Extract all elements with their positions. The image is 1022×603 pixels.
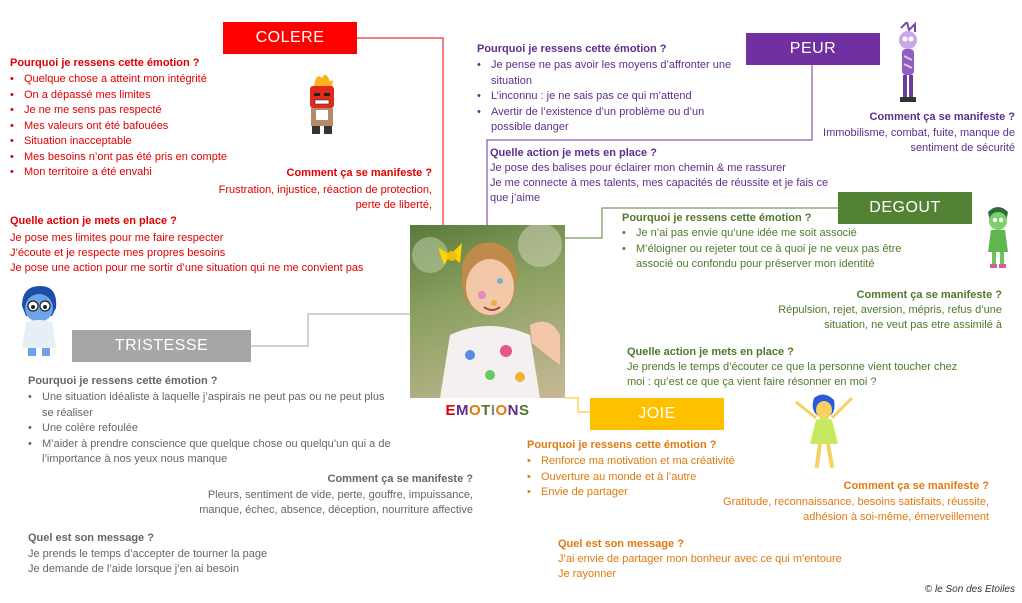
joie-why-list — [525, 454, 735, 501]
colere-action-line-2: J’écoute et je respecte mes propres besoins — [10, 247, 226, 259]
list-item: • Je n’ai pas envie qu’une idée me soit associé — [620, 226, 920, 242]
center-title — [410, 402, 565, 420]
colere-action-line-1: Je pose mes limites pour me faire respecter — [10, 232, 224, 244]
title-letter: S — [519, 402, 530, 419]
list-item: • Avertir de l’existence d’un problème ou d’un possible danger — [475, 105, 735, 136]
peur-action-line-2: Je me connecte à mes talents, mes capacités de réussite et je fais ce — [490, 177, 829, 189]
peur-how-line-2: sentiment de sécurité — [910, 142, 1015, 154]
child-photo — [410, 225, 565, 398]
joie-message-line-1: J’ai envie de partager mon bonheur avec ce qui m’entoure — [558, 553, 842, 565]
joie-box: JOIE — [590, 398, 724, 430]
peur-action-line-3: que j’aime — [490, 192, 541, 204]
tristesse-box: TRISTESSE — [72, 330, 251, 362]
peur-why-question: Pourquoi je ressens cette émotion ? — [477, 43, 667, 55]
degout-action-line-1: Je prends le temps d’écouter ce que la personne vient toucher chez — [627, 361, 958, 373]
title-letter: E — [445, 402, 456, 419]
tristesse-message-line-1: Je prends le temps d’accepter de tourner la page — [28, 548, 268, 560]
list-item: • Envie de partager — [525, 485, 735, 501]
list-item: • Mes besoins n’ont pas été pris en compte — [8, 150, 227, 166]
colere-action-line-3: Je pose une action pour me sortir d’une situation qui ne me convient pas — [10, 262, 364, 274]
peur-how-question: Comment ça se manifeste ? — [869, 111, 1015, 123]
tristesse-why-question: Pourquoi je ressens cette émotion ? — [28, 375, 218, 387]
colere-why-question: Pourquoi je ressens cette émotion ? — [10, 57, 200, 69]
list-item: • L’inconnu : je ne sais pas ce qui m’attend — [475, 89, 735, 105]
list-item: • Je ne me sens pas respecté — [8, 103, 227, 119]
list-item: • On a dépassé mes limites — [8, 88, 227, 104]
colere-box: COLERE — [223, 22, 357, 54]
tristesse-how-line-2: manque, échec, absence, déception, nourriture affective — [199, 504, 473, 516]
colere-how-line-1: Frustration, injustice, réaction de protection, — [218, 184, 432, 196]
list-item: • Situation inacceptable — [8, 134, 227, 150]
list-item: • M’éloigner ou rejeter tout ce à quoi je ne veux pas être associé ou confondu pour préserver mon identité — [620, 242, 920, 273]
peur-why-list — [475, 58, 735, 136]
title-letter: N — [507, 402, 520, 419]
tristesse-why-list — [26, 390, 396, 468]
degout-action-line-2: moi : qu’est ce que ça vient faire résonner en moi ? — [627, 376, 877, 388]
degout-box: DEGOUT — [838, 192, 972, 224]
joie-message-line-2: Je rayonner — [558, 568, 617, 580]
colere-how-line-2: perte de liberté, — [355, 199, 432, 211]
peur-action-line-1: Je pose des balises pour éclairer mon chemin & me rassurer — [490, 162, 786, 174]
joie-how-question: Comment ça se manifeste ? — [843, 480, 989, 492]
colere-how-question: Comment ça se manifeste ? — [286, 167, 432, 179]
tristesse-message-question: Quel est son message ? — [28, 532, 154, 544]
title-letter: M — [455, 402, 469, 419]
degout-how-question: Comment ça se manifeste ? — [856, 289, 1002, 301]
joie-message-question: Quel est son message ? — [558, 538, 684, 550]
list-item: • Je pense ne pas avoir les moyens d’affronter une situation — [475, 58, 735, 89]
joie-why-question: Pourquoi je ressens cette émotion ? — [527, 439, 717, 451]
title-letter: O — [468, 402, 482, 419]
degout-action-question: Quelle action je mets en place ? — [627, 346, 794, 358]
credit-text: © le Son des Etoiles — [924, 584, 1015, 595]
degout-how-line-2: situation, ne veut pas etre assimilé à — [824, 319, 1002, 331]
anger-character-icon — [302, 72, 342, 136]
joie-how-line-2: adhésion à soi-même, émerveillement — [803, 511, 989, 523]
list-item: • Quelque chose a atteint mon intégrité — [8, 72, 227, 88]
tristesse-message-line-2: Je demande de l’aide lorsque j’en ai besoin — [28, 563, 239, 575]
joie-how-line-1: Gratitude, reconnaissance, besoins satisfaits, réussite, — [723, 496, 989, 508]
sadness-character-icon — [14, 282, 64, 360]
list-item: • Renforce ma motivation et ma créativité — [525, 454, 735, 470]
joy-character-icon — [792, 392, 856, 474]
colere-why-list — [8, 72, 227, 181]
title-letter: O — [495, 402, 508, 419]
colere-action-question: Quelle action je mets en place ? — [10, 215, 177, 227]
list-item: • Mon territoire a été envahi — [8, 165, 227, 181]
list-item: • M’aider à prendre conscience que quelque chose ou quelqu’un qui a de l’importance à nos yeux nous manque — [26, 437, 396, 468]
degout-why-question: Pourquoi je ressens cette émotion ? — [622, 212, 812, 224]
degout-why-list — [620, 226, 920, 273]
list-item: • Une situation idéaliste à laquelle j’aspirais ne peut pas ou ne peut plus se réaliser — [26, 390, 396, 421]
list-item: • Mes valeurs ont été bafouées — [8, 119, 227, 135]
fear-character-icon — [893, 22, 923, 104]
peur-box: PEUR — [746, 33, 880, 65]
degout-how-line-1: Répulsion, rejet, aversion, mépris, refus d’une — [778, 304, 1002, 316]
title-letter: T — [481, 402, 491, 419]
tristesse-how-line-1: Pleurs, sentiment de vide, perte, gouffre, impuissance, — [207, 489, 473, 501]
list-item: • Une colère refoulée — [26, 421, 396, 437]
title-letter: I — [490, 402, 496, 419]
tristesse-how-question: Comment ça se manifeste ? — [327, 473, 473, 485]
disgust-character-icon — [982, 204, 1014, 270]
peur-how-line-1: Immobilisme, combat, fuite, manque de — [823, 127, 1015, 139]
list-item: • Ouverture au monde et à l’autre — [525, 470, 735, 486]
peur-action-question: Quelle action je mets en place ? — [490, 147, 657, 159]
